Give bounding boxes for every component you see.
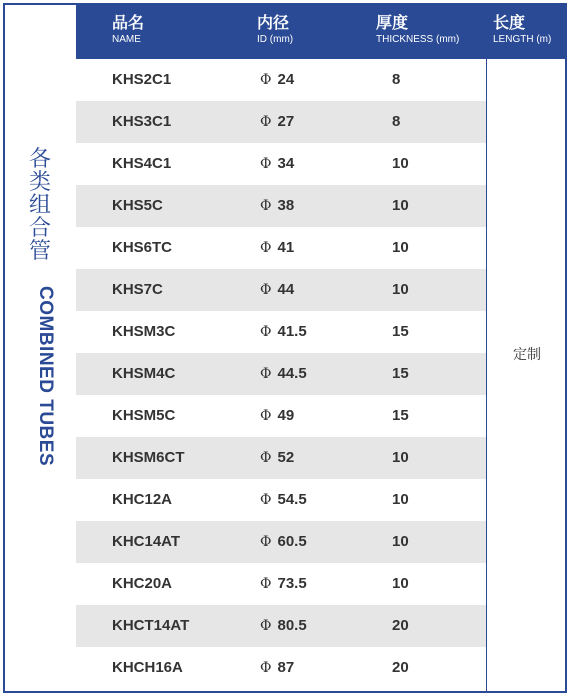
header-name-cn: 品名 bbox=[112, 13, 145, 32]
cell-thickness: 8 bbox=[392, 113, 401, 130]
cell-name: KHSM3C bbox=[112, 323, 176, 340]
cell-id bbox=[260, 185, 294, 227]
table-body bbox=[76, 59, 486, 689]
side-title-en: COMBINED TUBES bbox=[35, 286, 56, 467]
table-row bbox=[76, 395, 486, 437]
table-row bbox=[76, 59, 486, 101]
table-header bbox=[76, 3, 567, 59]
cell-name: KHSM4C bbox=[112, 365, 176, 382]
cell-id bbox=[260, 353, 307, 395]
side-title-cn-char: 合 bbox=[28, 216, 51, 241]
cell-thickness: 10 bbox=[392, 449, 409, 466]
header-length-en: LENGTH (m) bbox=[493, 34, 552, 45]
cell-id bbox=[260, 395, 294, 437]
header-thickness-cn: 厚度 bbox=[376, 13, 409, 32]
cell-name: KHS7C bbox=[112, 281, 163, 298]
cell-name: KHCT14AT bbox=[112, 617, 190, 634]
cell-name: KHC20A bbox=[112, 575, 173, 592]
phi-symbol: Φ bbox=[260, 282, 272, 298]
cell-id-value: 60.5 bbox=[277, 533, 307, 550]
table-row bbox=[76, 353, 486, 395]
phi-symbol: Φ bbox=[260, 240, 272, 256]
cell-id-value: 80.5 bbox=[277, 617, 307, 634]
header-id-en: ID (mm) bbox=[257, 34, 294, 45]
side-title-cn-char: 各 bbox=[28, 147, 51, 172]
cell-name: KHS2C1 bbox=[112, 71, 172, 88]
cell-thickness: 15 bbox=[392, 365, 409, 382]
cell-name: KHS5C bbox=[112, 197, 163, 214]
header-name bbox=[112, 13, 144, 46]
header-length-cn: 长度 bbox=[493, 13, 526, 32]
cell-id bbox=[260, 437, 294, 479]
cell-id-value: 44 bbox=[277, 281, 295, 298]
phi-symbol: Φ bbox=[260, 156, 272, 172]
phi-symbol: Φ bbox=[260, 198, 272, 214]
cell-id-value: 73.5 bbox=[277, 575, 307, 592]
cell-thickness: 8 bbox=[392, 71, 401, 88]
phi-symbol: Φ bbox=[260, 660, 272, 676]
cell-id bbox=[260, 563, 307, 605]
phi-symbol: Φ bbox=[260, 534, 272, 550]
cell-thickness: 10 bbox=[392, 533, 409, 550]
cell-thickness: 10 bbox=[392, 155, 409, 172]
cell-id bbox=[260, 143, 294, 185]
phi-symbol: Φ bbox=[260, 450, 272, 466]
side-panel bbox=[3, 3, 78, 693]
table-row bbox=[76, 647, 486, 689]
cell-name: KHSM5C bbox=[112, 407, 176, 424]
phi-symbol: Φ bbox=[260, 324, 272, 340]
cell-id bbox=[260, 521, 307, 563]
length-value: 定制 bbox=[513, 347, 541, 363]
phi-symbol: Φ bbox=[260, 618, 272, 634]
cell-id-value: 87 bbox=[277, 659, 295, 676]
table-row bbox=[76, 437, 486, 479]
phi-symbol: Φ bbox=[260, 576, 272, 592]
phi-symbol: Φ bbox=[260, 366, 272, 382]
cell-name: KHS4C1 bbox=[112, 155, 172, 172]
cell-id bbox=[260, 269, 294, 311]
cell-name: KHS3C1 bbox=[112, 113, 172, 130]
phi-symbol: Φ bbox=[260, 72, 272, 88]
table-row bbox=[76, 479, 486, 521]
header-thickness-en: THICKNESS (mm) bbox=[376, 34, 460, 45]
cell-thickness: 10 bbox=[392, 575, 409, 592]
table-row bbox=[76, 605, 486, 647]
cell-id bbox=[260, 479, 307, 521]
cell-thickness: 20 bbox=[392, 659, 409, 676]
table-row bbox=[76, 311, 486, 353]
cell-id-value: 54.5 bbox=[277, 491, 307, 508]
length-column bbox=[486, 59, 567, 693]
table-row bbox=[76, 185, 486, 227]
header-id-cn: 内径 bbox=[257, 13, 290, 32]
cell-id bbox=[260, 311, 307, 353]
side-title-cn-char: 类 bbox=[28, 170, 51, 195]
header-name-en: NAME bbox=[112, 34, 141, 45]
cell-id bbox=[260, 605, 307, 647]
table-row bbox=[76, 101, 486, 143]
side-title-cn bbox=[23, 148, 57, 263]
cell-name: KHS6TC bbox=[112, 239, 173, 256]
cell-thickness: 10 bbox=[392, 491, 409, 508]
cell-id-value: 41 bbox=[277, 239, 295, 256]
phi-symbol: Φ bbox=[260, 114, 272, 130]
phi-symbol: Φ bbox=[260, 408, 272, 424]
cell-thickness: 10 bbox=[392, 239, 409, 256]
cell-id-value: 38 bbox=[277, 197, 295, 214]
side-title-cn-char: 管 bbox=[28, 239, 51, 264]
cell-id bbox=[260, 647, 294, 689]
cell-thickness: 10 bbox=[392, 197, 409, 214]
table-row bbox=[76, 269, 486, 311]
cell-name: KHSM6CT bbox=[112, 449, 185, 466]
cell-id-value: 52 bbox=[277, 449, 295, 466]
header-thickness bbox=[376, 13, 459, 46]
cell-id-value: 44.5 bbox=[277, 365, 307, 382]
cell-id bbox=[260, 101, 294, 143]
side-title-cn-char: 组 bbox=[28, 193, 51, 218]
cell-thickness: 20 bbox=[392, 617, 409, 634]
header-length bbox=[493, 13, 551, 46]
cell-id-value: 41.5 bbox=[277, 323, 307, 340]
cell-thickness: 15 bbox=[392, 407, 409, 424]
cell-id bbox=[260, 59, 294, 101]
cell-name: KHCH16A bbox=[112, 659, 183, 676]
cell-id-value: 27 bbox=[277, 113, 295, 130]
table-row bbox=[76, 521, 486, 563]
cell-id-value: 24 bbox=[277, 71, 295, 88]
cell-thickness: 15 bbox=[392, 323, 409, 340]
table-row bbox=[76, 563, 486, 605]
table-row bbox=[76, 143, 486, 185]
cell-id bbox=[260, 227, 294, 269]
cell-name: KHC14AT bbox=[112, 533, 181, 550]
cell-thickness: 10 bbox=[392, 281, 409, 298]
cell-id-value: 34 bbox=[277, 155, 295, 172]
phi-symbol: Φ bbox=[260, 492, 272, 508]
cell-id-value: 49 bbox=[277, 407, 295, 424]
table-row bbox=[76, 227, 486, 269]
header-id bbox=[257, 13, 293, 46]
cell-name: KHC12A bbox=[112, 491, 173, 508]
